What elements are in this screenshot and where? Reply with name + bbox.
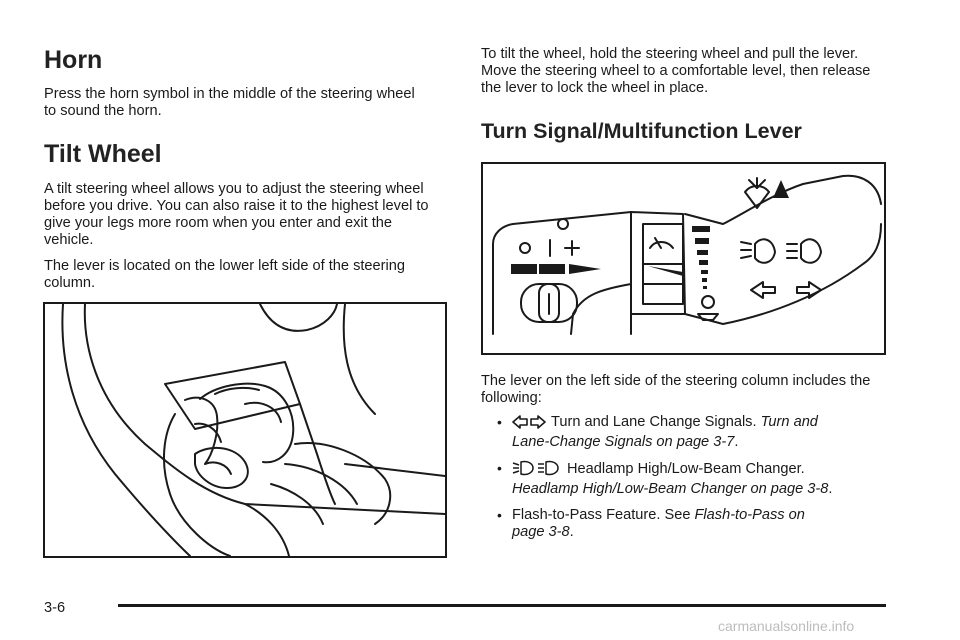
bullet-dot: • — [497, 507, 502, 523]
flash-to-pass-ref-link[interactable]: Flash-to-Pass on — [694, 507, 805, 523]
bullet-dot: • — [497, 414, 502, 430]
headlamp-beam-icon — [512, 460, 562, 481]
multifunction-lever-drawing — [483, 164, 884, 353]
tilt-wheel-heading: Tilt Wheel — [44, 140, 162, 168]
lever-intro: The lever on the left side of the steering column includes the following: — [481, 373, 871, 406]
bullet-dot: • — [497, 460, 502, 476]
tilt-wheel-para-1: A tilt steering wheel allows you to adjust the steering wheel before you drive. You can also raise it to the highest level to give your legs more room when you enter and exit the vehicle. — [44, 181, 429, 248]
tilt-wheel-continued: To tilt the wheel, hold the steering wheel and pull the lever. Move the steering wheel to a comfortable level, then release the lever to lock the wheel in place. — [481, 46, 871, 96]
tilt-lever-drawing — [45, 304, 445, 556]
multifunction-lever-illustration — [481, 162, 886, 355]
footer-rule — [118, 604, 886, 607]
horn-body: Press the horn symbol in the middle of the steering wheel to sound the horn. — [44, 86, 415, 119]
headlamp-ref-link[interactable]: Headlamp High/Low-Beam Changer on page 3-8 — [512, 481, 829, 497]
turn-signals-ref-link[interactable]: Turn and — [760, 414, 818, 430]
flash-to-pass-ref-link-2[interactable]: page 3-8 — [512, 524, 570, 540]
tilt-lever-illustration — [43, 302, 447, 558]
tilt-wheel-para-2: The lever is located on the lower left side of the steering column. — [44, 258, 405, 291]
page-number: 3-6 — [44, 600, 66, 616]
turn-signals-ref-link-2[interactable]: Lane-Change Signals on page 3-7 — [512, 434, 735, 450]
turn-signal-heading: Turn Signal/Multifunction Lever — [481, 119, 802, 143]
turn-signal-arrows-icon — [512, 415, 546, 434]
horn-heading: Horn — [44, 46, 103, 74]
watermark: carmanualsonline.info — [718, 618, 855, 634]
